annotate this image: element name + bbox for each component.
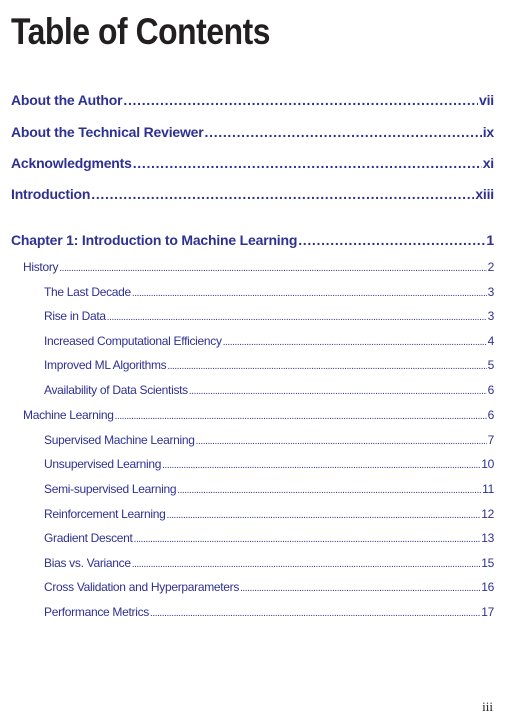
toc-entry-machine-learning[interactable] [23, 408, 494, 422]
toc-entry-label: About the Technical Reviewer [11, 124, 204, 140]
toc-page-number: 16 [481, 580, 494, 594]
dot-leader [123, 92, 478, 108]
dot-leader [132, 556, 481, 570]
toc-entry-label: Acknowledgments [11, 155, 132, 171]
toc-entry-label: Rise in Data [44, 309, 106, 323]
dot-leader [223, 334, 487, 348]
toc-entry-label: Machine Learning [23, 408, 114, 422]
page-folio: iii [482, 699, 493, 714]
dot-leader [150, 605, 480, 619]
toc-page-number: 1 [486, 232, 494, 248]
toc-page-number: 10 [481, 457, 494, 471]
toc-entry-label: Increased Computational Efficiency [44, 334, 222, 348]
dot-leader [166, 507, 480, 521]
toc-entry-cross-validation[interactable] [44, 580, 494, 594]
toc-page-number: 7 [487, 433, 494, 447]
dot-leader [240, 580, 480, 594]
toc-page-number: vii [479, 92, 494, 108]
toc-page-number: 17 [481, 605, 494, 619]
toc-entry-label: Availability of Data Scientists [44, 383, 188, 397]
toc-entry-about-author[interactable] [11, 92, 494, 108]
toc-entry-introduction[interactable] [11, 186, 494, 202]
dot-leader [132, 285, 487, 299]
dot-leader [205, 124, 482, 140]
toc-entry-about-reviewer[interactable] [11, 124, 494, 140]
toc-entry-label: Semi-supervised Learning [44, 482, 177, 496]
toc-entry-semi-supervised[interactable] [44, 482, 494, 496]
toc-entry-label: The Last Decade [44, 285, 131, 299]
toc-entry-reinforcement[interactable] [44, 507, 494, 521]
toc-entry-rise-in-data[interactable] [44, 309, 494, 323]
toc-page-number: ix [482, 124, 494, 140]
dot-leader [167, 358, 486, 372]
toc-page-number: xiii [475, 186, 494, 202]
toc-entry-performance-metrics[interactable] [44, 605, 494, 619]
dot-leader [298, 232, 485, 248]
dot-leader [133, 155, 482, 171]
toc-entry-last-decade[interactable] [44, 285, 494, 299]
toc-entry-history[interactable] [23, 260, 494, 274]
toc-entry-label: Introduction [11, 186, 91, 202]
page-title: Table of Contents [11, 11, 271, 52]
toc-entry-gradient-descent[interactable] [44, 531, 494, 545]
toc-entry-label: Reinforcement Learning [44, 507, 166, 521]
toc-page-number: xi [482, 155, 494, 171]
toc-page-number: 3 [487, 285, 494, 299]
toc-page-number: 4 [487, 334, 494, 348]
toc-page-number: 11 [482, 482, 494, 496]
toc-entry-data-scientists[interactable] [44, 383, 494, 397]
toc-entry-label: Performance Metrics [44, 605, 149, 619]
toc-entry-label: Gradient Descent [44, 531, 133, 545]
toc-entry-unsupervised[interactable] [44, 457, 494, 471]
dot-leader [91, 186, 474, 202]
toc-entry-label: About the Author [11, 92, 123, 108]
toc-page-number: 5 [487, 358, 494, 372]
toc-page-number: 6 [487, 383, 494, 397]
toc-entry-label: Cross Validation and Hyperparameters [44, 580, 240, 594]
toc-entry-supervised[interactable] [44, 433, 494, 447]
toc-page-number: 15 [481, 556, 494, 570]
toc-page-number: 12 [481, 507, 494, 521]
toc-page-number: 3 [487, 309, 494, 323]
toc-entry-label: Improved ML Algorithms [44, 358, 167, 372]
toc-page-number: 13 [481, 531, 494, 545]
dot-leader [162, 457, 480, 471]
dot-leader [196, 433, 487, 447]
dot-leader [115, 408, 487, 422]
toc-entry-label: Chapter 1: Introduction to Machine Learning [11, 232, 298, 248]
toc-entry-bias-variance[interactable] [44, 556, 494, 570]
toc-entry-chapter-1[interactable] [11, 232, 494, 248]
toc-entry-label: Bias vs. Variance [44, 556, 131, 570]
toc-entry-computational-efficiency[interactable] [44, 334, 494, 348]
toc-page-number: 2 [487, 260, 494, 274]
toc-page-number: 6 [487, 408, 494, 422]
dot-leader [177, 482, 481, 496]
toc-entry-acknowledgments[interactable] [11, 155, 494, 171]
dot-leader [189, 383, 487, 397]
toc-entry-label: History [23, 260, 59, 274]
dot-leader [134, 531, 481, 545]
toc-entry-improved-ml-algorithms[interactable] [44, 358, 494, 372]
toc-entry-label: Unsupervised Learning [44, 457, 162, 471]
dot-leader [59, 260, 486, 274]
dot-leader [107, 309, 487, 323]
toc-entry-label: Supervised Machine Learning [44, 433, 195, 447]
